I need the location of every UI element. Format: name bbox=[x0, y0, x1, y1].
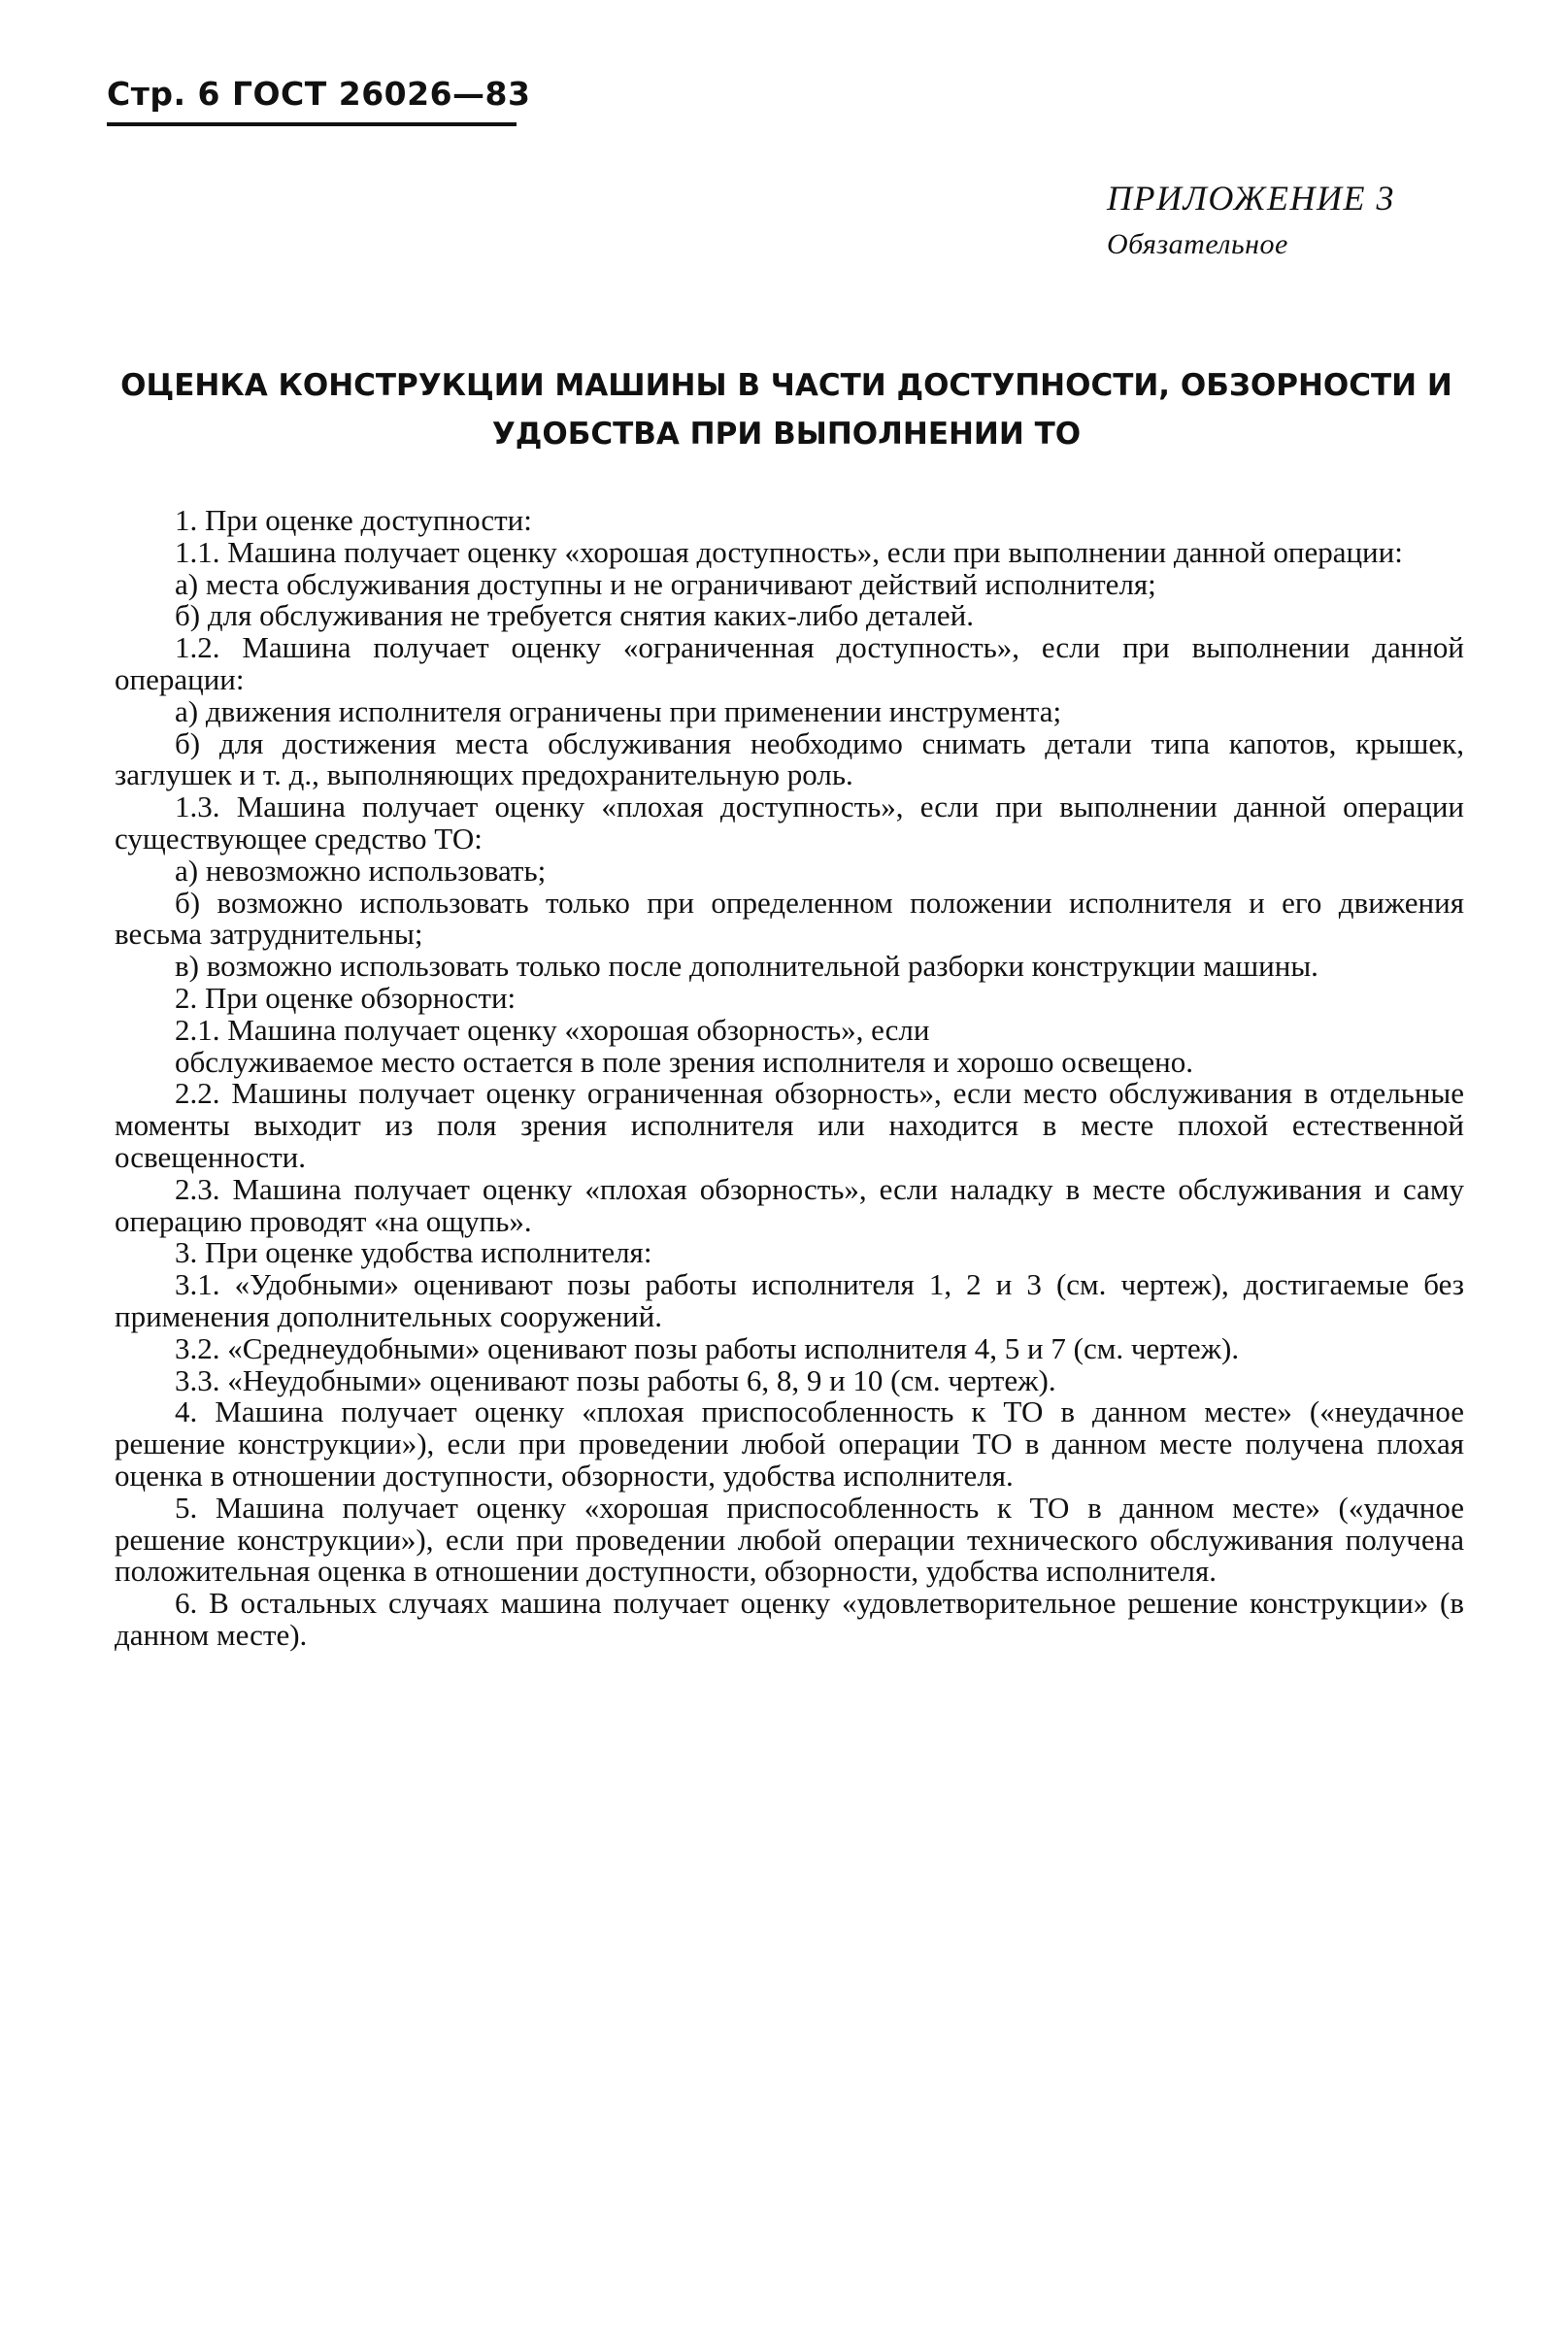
paragraph-3: 3. При оценке удобства исполнителя: bbox=[175, 1235, 652, 1270]
paragraph-2-1: 2.1. Машина получает оценку «хорошая обзорность», если bbox=[175, 1012, 930, 1047]
paragraph-1-2: 1.2. Машина получает оценку «ограниченная доступность», если при выполнении данной операции: bbox=[115, 630, 1464, 696]
paragraph-1-3: 1.3. Машина получает оценку «плохая доступность», если при выполнении данной операции существующее средство ТО: bbox=[115, 789, 1464, 856]
paragraph-1-1-a: а) места обслуживания доступны и не ограничивают действий исполнителя; bbox=[175, 566, 1156, 601]
document-body bbox=[115, 505, 1464, 1652]
paragraph-3-3: 3.3. «Неудобными» оценивают позы работы 6, 8, 9 и 10 (см. чертеж). bbox=[175, 1362, 1056, 1397]
paragraph-3-1: 3.1. «Удобными» оценивают позы работы исполнителя 1, 2 и 3 (см. чертеж), достигаемые без применения дополнительных сооружений. bbox=[115, 1267, 1464, 1333]
paragraph-2: 2. При оценке обзорности: bbox=[175, 980, 517, 1015]
paragraph-2-2: 2.2. Машины получает оценку ограниченная обзорность», если место обслуживания в отдельные моменты выходит из поля зрения исполнителя или находится в месте плохой естественной освещенности. bbox=[115, 1076, 1464, 1174]
paragraph-4: 4. Машина получает оценку «плохая приспособленность к ТО в данном месте» («неудачное решение конструкции»), если при проведении любой операции ТО в данном месте получена плохая оценка в отношении доступности, обзорности, удобства исполнителя. bbox=[115, 1394, 1464, 1493]
page-header: Стр. 6 ГОСТ 26026—83 bbox=[107, 75, 531, 113]
appendix-label-block bbox=[1107, 175, 1395, 268]
paragraph-1: 1. При оценке доступности: bbox=[175, 503, 532, 537]
paragraph-1-1-b: б) для обслуживания не требуется снятия каких-либо деталей. bbox=[175, 598, 975, 633]
paragraph-2-3: 2.3. Машина получает оценку «плохая обзорность», если наладку в месте обслуживания и саму операцию проводят «на ощупь». bbox=[115, 1171, 1464, 1238]
header-rule bbox=[107, 122, 517, 126]
paragraph-1-2-a: а) движения исполнителя ограничены при применении инструмента; bbox=[175, 693, 1062, 728]
paragraph-1-3-a: а) невозможно использовать; bbox=[175, 853, 547, 888]
paragraph-1-3-b: б) возможно использовать только при определенном положении исполнителя и его движения весьма затруднительны; bbox=[115, 885, 1464, 952]
paragraph-1-1: 1.1. Машина получает оценку «хорошая доступность», если при выполнении данной операции: bbox=[175, 534, 1403, 569]
paragraph-3-2: 3.2. «Среднеудобными» оценивают позы работы исполнителя 4, 5 и 7 (см. чертеж). bbox=[175, 1330, 1240, 1365]
paragraph-5: 5. Машина получает оценку «хорошая приспособленность к ТО в данном месте» («удачное решение конструкции»), если при проведении любой операции технического обслуживания получена положительная оценка в отношении доступности, обзорности, удобства исполнителя. bbox=[115, 1490, 1464, 1589]
section-title: ОЦЕНКА КОНСТРУКЦИИ МАШИНЫ В ЧАСТИ ДОСТУПНОСТИ, ОБЗОРНОСТИ И УДОБСТВА ПРИ ВЫПОЛНЕНИИ ТО bbox=[120, 368, 1452, 452]
paragraph-1-2-b: б) для достижения места обслуживания необходимо снимать детали типа капотов, крышек, заглушек и т. д., выполняющих предохранительную роль. bbox=[115, 725, 1464, 792]
paragraph-1-3-c: в) возможно использовать только после дополнительной разборки конструкции машины. bbox=[175, 949, 1318, 984]
paragraph-2-1-cont: обслуживаемое место остается в поле зрения исполнителя и хорошо освещено. bbox=[175, 1044, 1194, 1079]
paragraph-6: 6. В остальных случаях машина получает оценку «удовлетворительное решение конструкции» (в данном месте). bbox=[115, 1586, 1464, 1652]
appendix-number: ПРИЛОЖЕНИЕ 3 bbox=[1107, 179, 1395, 218]
appendix-status: Обязательное bbox=[1107, 228, 1288, 260]
